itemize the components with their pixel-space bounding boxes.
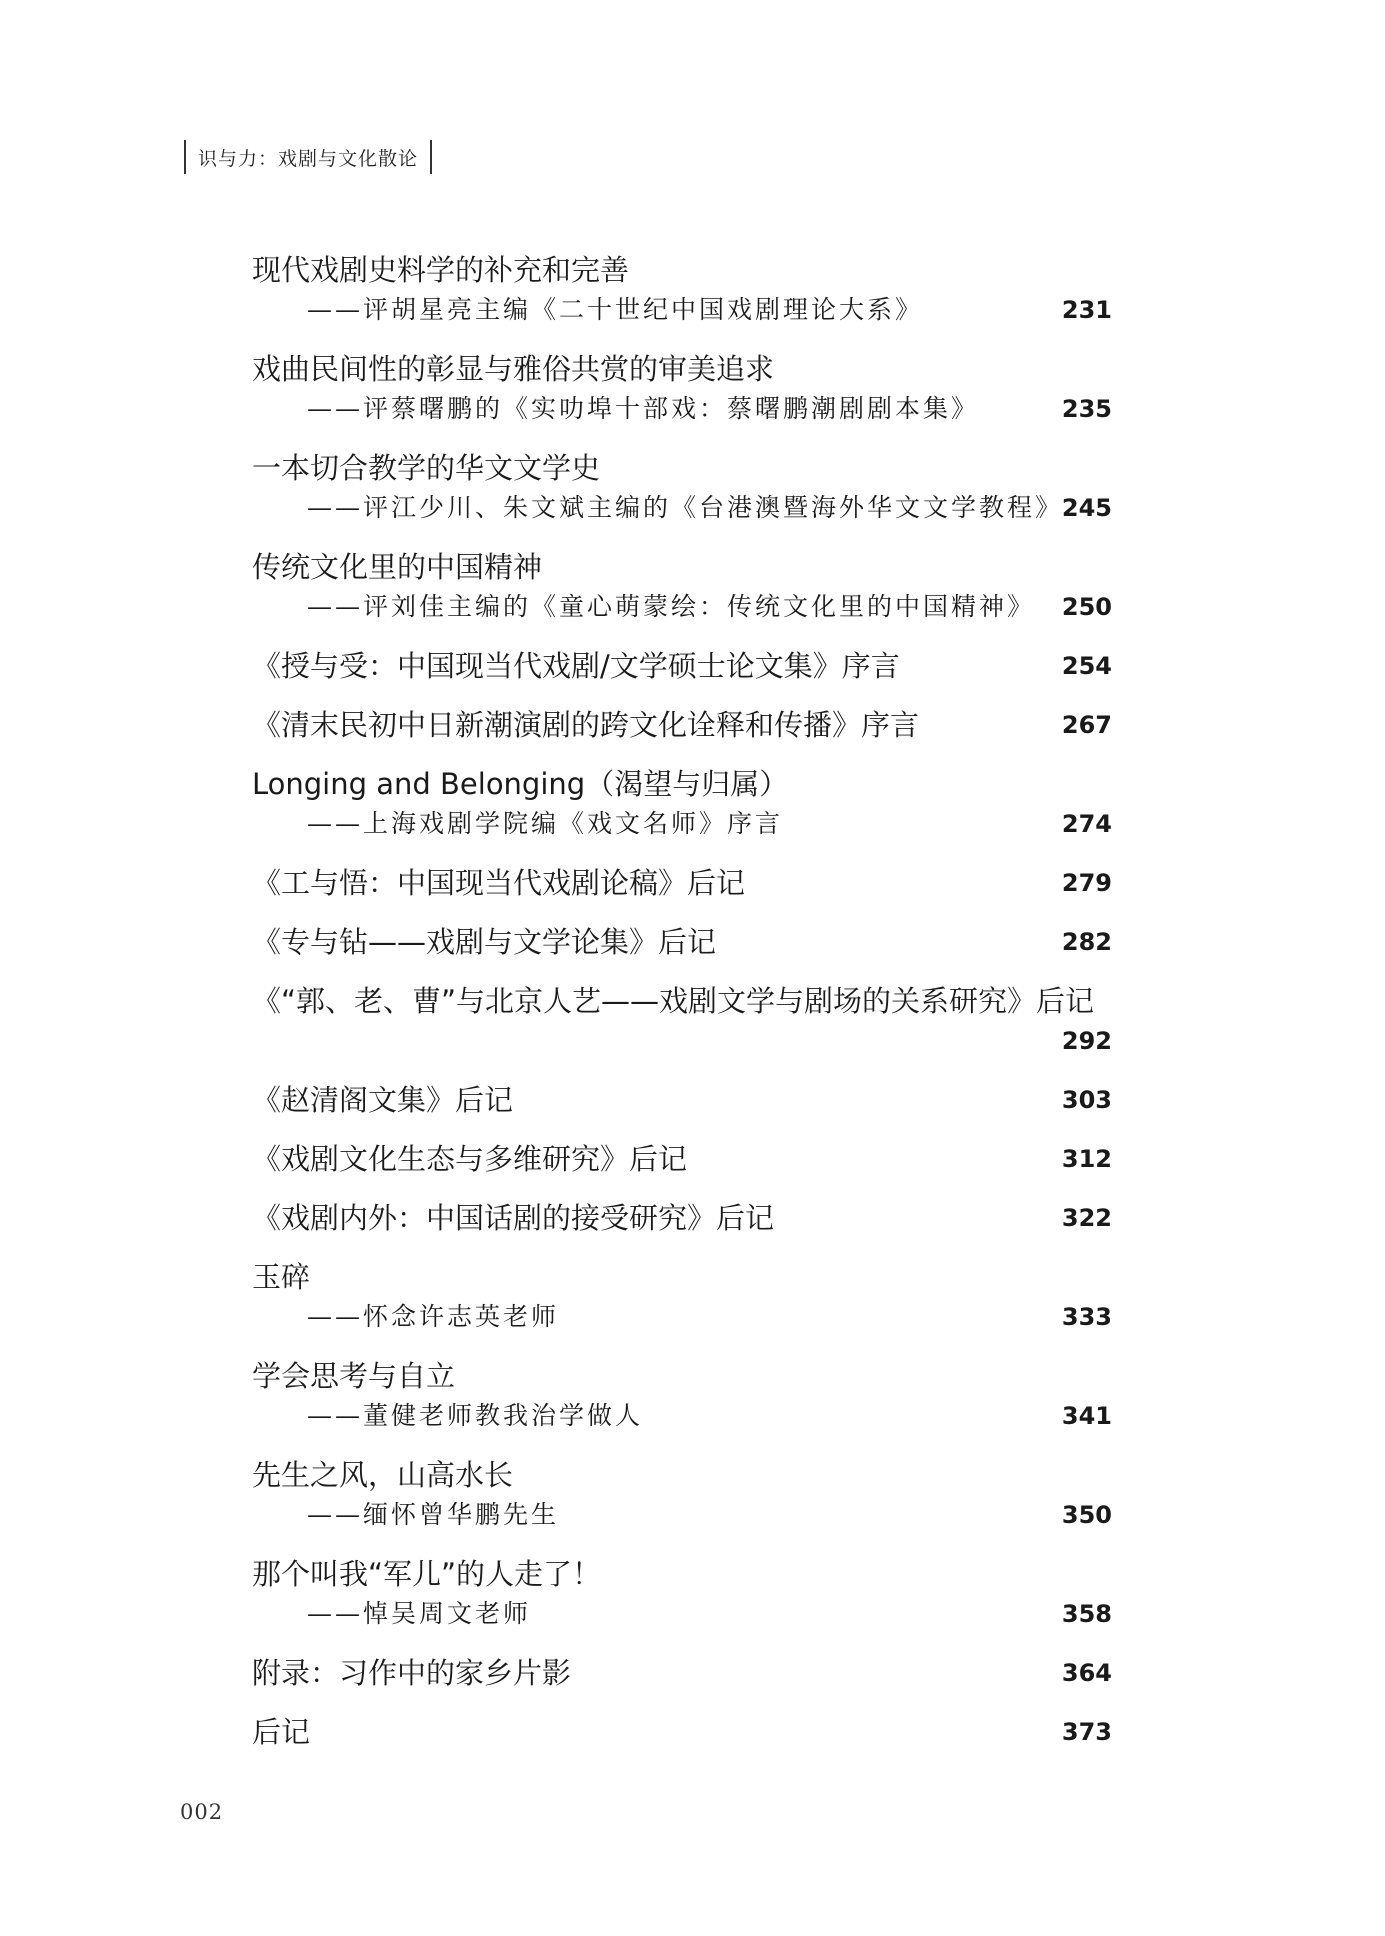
- toc-entry-title: 《“郭、老、曹”与北京人艺——戏剧文学与剧场的关系研究》后记: [252, 984, 1095, 1018]
- toc-page-number: 341: [1061, 1402, 1112, 1430]
- toc-page-number: 245: [1061, 494, 1112, 522]
- toc-subtitle-line: [252, 389, 1112, 429]
- toc-entry-subtitle: ——评江少川、朱文斌主编的《台港澳暨海外华文文学教程》: [307, 493, 1064, 522]
- table-of-contents: [252, 250, 1112, 1771]
- toc-page-number: 250: [1061, 593, 1112, 621]
- toc-entry-title: 一本切合教学的华文文学史: [252, 451, 601, 485]
- toc-entry[interactable]: [252, 1257, 1112, 1337]
- toc-page-number: 254: [1061, 652, 1112, 680]
- toc-entry-subtitle: ——评蔡曙鹏的《实叻埠十部戏：蔡曙鹏潮剧剧本集》: [307, 394, 980, 423]
- toc-entry-title: 先生之风，山高水长: [252, 1458, 514, 1492]
- toc-title-line: [252, 863, 1112, 903]
- toc-entry-subtitle: ——评胡星亮主编《二十世纪中国戏剧理论大系》: [307, 295, 924, 324]
- toc-entry-title: Longing and Belonging（渴望与归属）: [252, 767, 789, 801]
- toc-title-line: [252, 922, 1112, 962]
- toc-title-line: [252, 1139, 1112, 1179]
- toc-entry-title: 学会思考与自立: [252, 1359, 456, 1393]
- book-title: 识与力：戏剧与文化散论: [198, 147, 419, 170]
- toc-title-line: [252, 646, 1112, 686]
- toc-entry-title: 附录：习作中的家乡片影: [252, 1656, 572, 1690]
- toc-entry[interactable]: [252, 448, 1112, 528]
- toc-subtitle-line: [252, 804, 1112, 844]
- toc-entry-title: 现代戏剧史料学的补充和完善: [252, 253, 630, 287]
- toc-page-line: [252, 1021, 1112, 1061]
- toc-title-line: [252, 1080, 1112, 1120]
- page-number: 002: [180, 1800, 224, 1824]
- toc-page-number: 279: [1061, 869, 1112, 897]
- toc-entry[interactable]: [252, 250, 1112, 330]
- toc-entry[interactable]: [252, 1554, 1112, 1634]
- toc-page-number: 358: [1061, 1600, 1112, 1628]
- toc-entry-title: 戏曲民间性的彰显与雅俗共赏的审美追求: [252, 352, 775, 386]
- toc-entry[interactable]: [252, 1080, 1112, 1120]
- toc-title-line: [252, 981, 1112, 1021]
- toc-page-number: 231: [1061, 296, 1112, 324]
- toc-entry-title: 玉碎: [252, 1260, 311, 1294]
- toc-title-line: [252, 764, 1112, 804]
- toc-title-line: [252, 705, 1112, 745]
- toc-entry[interactable]: [252, 1712, 1112, 1752]
- toc-page-number: 312: [1061, 1145, 1112, 1173]
- toc-title-line: [252, 448, 1112, 488]
- toc-title-line: [252, 547, 1112, 587]
- toc-entry-title: 那个叫我“军儿”的人走了！: [252, 1557, 602, 1591]
- running-header: [184, 140, 432, 174]
- toc-title-line: [252, 1554, 1112, 1594]
- toc-entry[interactable]: [252, 764, 1112, 844]
- toc-page-number: 350: [1061, 1501, 1112, 1529]
- toc-entry-subtitle: ——上海戏剧学院编《戏文名师》序言: [307, 809, 784, 838]
- toc-title-line: [252, 1653, 1112, 1693]
- toc-entry[interactable]: [252, 1139, 1112, 1179]
- toc-subtitle-line: [252, 488, 1112, 528]
- toc-title-line: [252, 1257, 1112, 1297]
- toc-entry[interactable]: [252, 1455, 1112, 1535]
- toc-entry[interactable]: [252, 705, 1112, 745]
- toc-subtitle-line: [252, 587, 1112, 627]
- toc-entry-title: 《专与钻——戏剧与文学论集》后记: [252, 925, 717, 959]
- toc-title-line: [252, 1712, 1112, 1752]
- toc-entry[interactable]: [252, 981, 1112, 1061]
- toc-page-number: 292: [1061, 1027, 1112, 1055]
- toc-subtitle-line: [252, 1594, 1112, 1634]
- toc-title-line: [252, 1198, 1112, 1238]
- toc-page-number: 303: [1061, 1086, 1112, 1114]
- toc-entry-title: 《工与悟：中国现当代戏剧论稿》后记: [252, 866, 746, 900]
- toc-page-number: 267: [1061, 711, 1112, 739]
- toc-entry-subtitle: ——悼吴周文老师: [307, 1599, 532, 1628]
- toc-subtitle-line: [252, 1396, 1112, 1436]
- toc-page-number: 333: [1061, 1303, 1112, 1331]
- toc-page-number: 322: [1061, 1204, 1112, 1232]
- toc-title-line: [252, 250, 1112, 290]
- toc-page-number: 235: [1061, 395, 1112, 423]
- toc-entry-title: 后记: [252, 1715, 311, 1749]
- toc-entry-subtitle: ——董健老师教我治学做人: [307, 1401, 644, 1430]
- toc-page-number: 274: [1061, 810, 1112, 838]
- toc-entry[interactable]: [252, 646, 1112, 686]
- toc-title-line: [252, 1455, 1112, 1495]
- toc-page-number: 282: [1061, 928, 1112, 956]
- toc-entry[interactable]: [252, 1198, 1112, 1238]
- toc-entry-title: 传统文化里的中国精神: [252, 550, 543, 584]
- toc-title-line: [252, 1356, 1112, 1396]
- toc-entry-subtitle: ——评刘佳主编的《童心萌蒙绘：传统文化里的中国精神》: [307, 592, 1036, 621]
- toc-title-line: [252, 349, 1112, 389]
- header-right-rule: [430, 140, 432, 174]
- toc-entry[interactable]: [252, 863, 1112, 903]
- toc-entry-title: 《赵清阁文集》后记: [252, 1083, 514, 1117]
- toc-page-number: 364: [1061, 1659, 1112, 1687]
- toc-entry-title: 《授与受：中国现当代戏剧/文学硕士论文集》序言: [252, 649, 900, 683]
- toc-subtitle-line: [252, 1495, 1112, 1535]
- toc-entry[interactable]: [252, 1356, 1112, 1436]
- toc-entry-subtitle: ——缅怀曾华鹏先生: [307, 1500, 560, 1529]
- toc-entry-title: 《戏剧文化生态与多维研究》后记: [252, 1142, 688, 1176]
- toc-entry[interactable]: [252, 349, 1112, 429]
- toc-subtitle-line: [252, 290, 1112, 330]
- toc-entry[interactable]: [252, 1653, 1112, 1693]
- toc-page-number: 373: [1061, 1718, 1112, 1746]
- toc-entry-title: 《清末民初中日新潮演剧的跨文化诠释和传播》序言: [252, 708, 920, 742]
- toc-entry[interactable]: [252, 547, 1112, 627]
- toc-entry-title: 《戏剧内外：中国话剧的接受研究》后记: [252, 1201, 775, 1235]
- toc-entry-subtitle: ——怀念许志英老师: [307, 1302, 560, 1331]
- toc-entry[interactable]: [252, 922, 1112, 962]
- toc-subtitle-line: [252, 1297, 1112, 1337]
